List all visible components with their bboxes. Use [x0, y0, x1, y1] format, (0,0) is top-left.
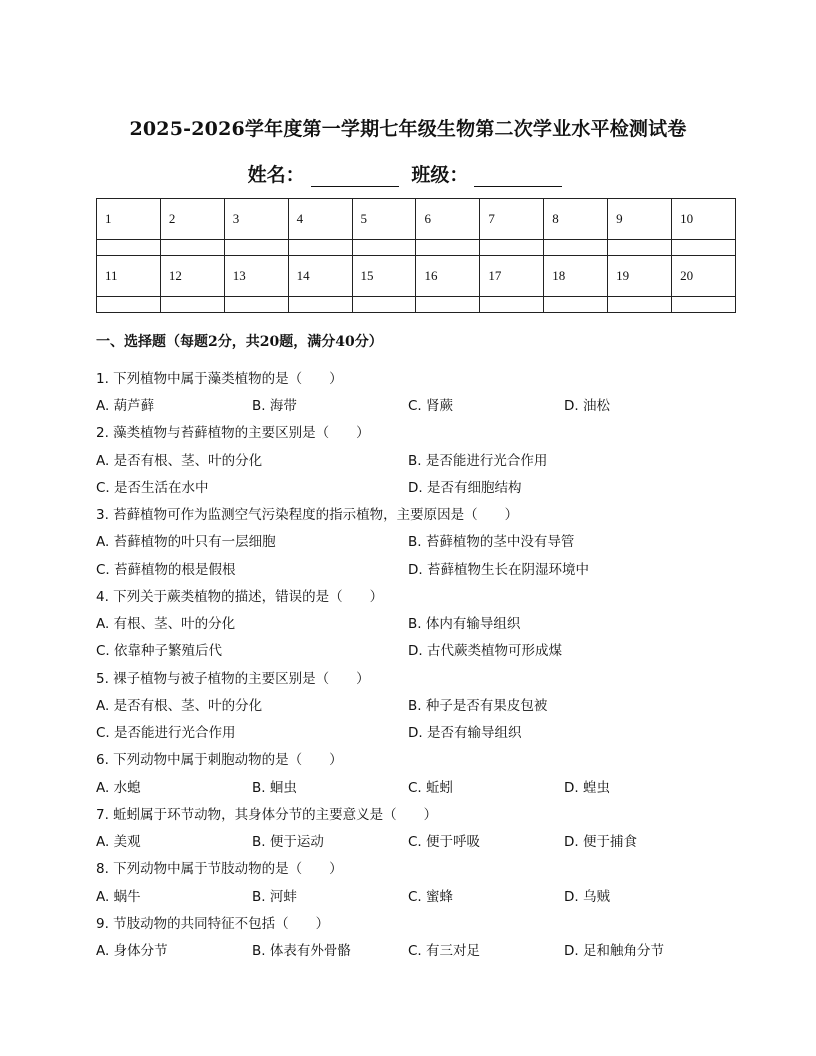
grid-number: 3: [224, 199, 288, 240]
option-c[interactable]: C. 依靠种子繁殖后代: [96, 643, 223, 659]
option-b[interactable]: B. 蛔虫: [252, 780, 297, 796]
option-d[interactable]: D. 乌贼: [564, 889, 610, 905]
exam-title: 2025-2026学年度第一学期七年级生物第二次学业水平检测试卷: [129, 118, 687, 140]
option-c[interactable]: C. 是否能进行光合作用: [96, 725, 236, 741]
answer-cell[interactable]: [608, 297, 672, 313]
name-blank[interactable]: [311, 166, 399, 187]
option-b[interactable]: B. 体表有外骨骼: [252, 943, 351, 959]
answer-grid: [96, 198, 736, 313]
question-8: 8. 下列动物中属于节肢动物的是（ ）: [96, 861, 343, 877]
answer-cell[interactable]: [224, 297, 288, 313]
answer-cell[interactable]: [160, 240, 224, 256]
option-d[interactable]: D. 是否有输导组织: [408, 725, 522, 741]
answer-cell[interactable]: [352, 297, 416, 313]
option-a[interactable]: A. 身体分节: [96, 943, 168, 959]
grid-number: 17: [480, 256, 544, 297]
option-d[interactable]: D. 古代蕨类植物可形成煤: [408, 643, 562, 659]
option-c[interactable]: C. 便于呼吸: [408, 834, 481, 850]
class-blank[interactable]: [474, 166, 562, 187]
answer-cell[interactable]: [97, 297, 161, 313]
answer-cell[interactable]: [288, 240, 352, 256]
option-d[interactable]: D. 蝗虫: [564, 780, 610, 796]
option-c[interactable]: C. 肾蕨: [408, 398, 454, 414]
grid-number: 10: [672, 199, 736, 240]
question-6: 6. 下列动物中属于刺胞动物的是（ ）: [96, 752, 343, 768]
question-4: 4. 下列关于蕨类植物的描述，错误的是（ ）: [96, 589, 384, 605]
answer-cell[interactable]: [97, 240, 161, 256]
option-a[interactable]: A. 是否有根、茎、叶的分化: [96, 698, 263, 714]
option-b[interactable]: B. 种子是否有果皮包被: [408, 698, 548, 714]
answer-cell[interactable]: [480, 240, 544, 256]
option-a[interactable]: A. 蜗牛: [96, 889, 141, 905]
grid-number: 5: [352, 199, 416, 240]
option-c[interactable]: C. 有三对足: [408, 943, 481, 959]
grid-number: 14: [288, 256, 352, 297]
answer-cell[interactable]: [480, 297, 544, 313]
grid-number: 7: [480, 199, 544, 240]
grid-number: 12: [160, 256, 224, 297]
question-5: 5. 裸子植物与被子植物的主要区别是（ ）: [96, 671, 370, 687]
grid-number: 1: [97, 199, 161, 240]
name-label: 姓名：: [247, 164, 305, 186]
answer-cell[interactable]: [672, 297, 736, 313]
answer-cell[interactable]: [288, 297, 352, 313]
question-2: 2. 藻类植物与苔藓植物的主要区别是（ ）: [96, 425, 370, 441]
grid-number: 13: [224, 256, 288, 297]
grid-number: 20: [672, 256, 736, 297]
option-a[interactable]: A. 是否有根、茎、叶的分化: [96, 453, 263, 469]
grid-number: 15: [352, 256, 416, 297]
option-b[interactable]: B. 是否能进行光合作用: [408, 453, 548, 469]
option-a[interactable]: A. 苔藓植物的叶只有一层细胞: [96, 534, 276, 550]
student-info-line: [0, 160, 816, 187]
answer-cell[interactable]: [672, 240, 736, 256]
option-d[interactable]: D. 足和触角分节: [564, 943, 664, 959]
grid-number: 4: [288, 199, 352, 240]
answer-cell[interactable]: [224, 240, 288, 256]
answer-cell[interactable]: [416, 297, 480, 313]
option-c[interactable]: C. 蜜蜂: [408, 889, 454, 905]
option-d[interactable]: D. 是否有细胞结构: [408, 480, 522, 496]
option-a[interactable]: A. 美观: [96, 834, 141, 850]
question-9: 9. 节肢动物的共同特征不包括（ ）: [96, 916, 330, 932]
answer-cell[interactable]: [416, 240, 480, 256]
option-a[interactable]: A. 葫芦藓: [96, 398, 155, 414]
option-c[interactable]: C. 苔藓植物的根是假根: [96, 562, 236, 578]
answer-cell[interactable]: [544, 240, 608, 256]
answer-grid-answer-row-2: [97, 297, 736, 313]
grid-number: 2: [160, 199, 224, 240]
answer-grid-number-row-2: [97, 256, 736, 297]
grid-number: 6: [416, 199, 480, 240]
option-d[interactable]: D. 苔藓植物生长在阴湿环境中: [408, 562, 589, 578]
option-d[interactable]: D. 便于捕食: [564, 834, 637, 850]
option-c[interactable]: C. 蚯蚓: [408, 780, 454, 796]
option-d[interactable]: D. 油松: [564, 398, 610, 414]
option-b[interactable]: B. 河蚌: [252, 889, 297, 905]
question-3: 3. 苔藓植物可作为监测空气污染程度的指示植物，主要原因是（ ）: [96, 507, 519, 523]
answer-cell[interactable]: [160, 297, 224, 313]
answer-cell[interactable]: [352, 240, 416, 256]
grid-number: 9: [608, 199, 672, 240]
grid-number: 18: [544, 256, 608, 297]
question-7: 7. 蚯蚓属于环节动物，其身体分节的主要意义是（ ）: [96, 807, 438, 823]
grid-number: 8: [544, 199, 608, 240]
answer-grid-number-row-1: [97, 199, 736, 240]
grid-number: 11: [97, 256, 161, 297]
option-b[interactable]: B. 海带: [252, 398, 297, 414]
answer-cell[interactable]: [544, 297, 608, 313]
section-title: 一、选择题（每题2分，共20题，满分40分）: [96, 334, 383, 350]
grid-number: 16: [416, 256, 480, 297]
option-c[interactable]: C. 是否生活在水中: [96, 480, 209, 496]
option-a[interactable]: A. 有根、茎、叶的分化: [96, 616, 236, 632]
option-b[interactable]: B. 便于运动: [252, 834, 324, 850]
option-a[interactable]: A. 水螅: [96, 780, 141, 796]
class-label: 班级：: [411, 164, 469, 186]
answer-grid-answer-row-1: [97, 240, 736, 256]
grid-number: 19: [608, 256, 672, 297]
option-b[interactable]: B. 体内有输导组织: [408, 616, 521, 632]
option-b[interactable]: B. 苔藓植物的茎中没有导管: [408, 534, 575, 550]
question-1: 1. 下列植物中属于藻类植物的是（ ）: [96, 371, 343, 387]
answer-cell[interactable]: [608, 240, 672, 256]
